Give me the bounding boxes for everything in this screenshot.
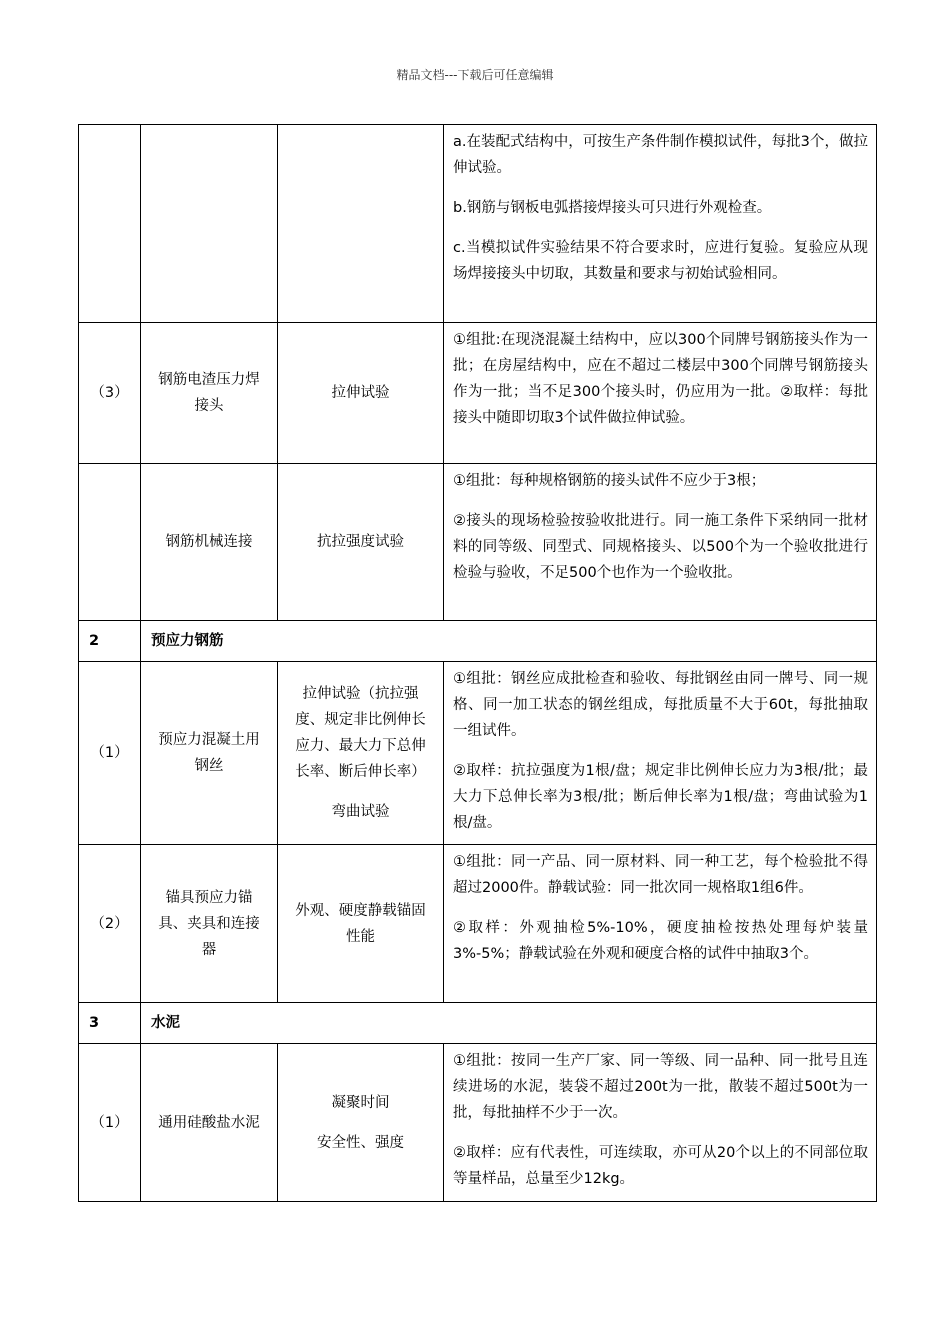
table-row	[79, 845, 877, 1003]
table-row	[79, 323, 877, 464]
requirement-cell	[444, 845, 877, 1003]
test-text: 安全性、强度	[317, 1134, 404, 1151]
item-name-cell: 预应力混凝土用钢丝	[141, 662, 278, 845]
test-cell: 抗拉强度试验	[278, 464, 444, 621]
requirement-cell	[444, 323, 877, 464]
row-number-cell	[79, 125, 141, 323]
requirement-text: ②接头的现场检验按验收批进行。同一施工条件下采纳同一批材料的同等级、同型式、同规格接头、以500个为一个验收批进行检验与验收，不足500个也作为一个验收批。	[453, 513, 868, 581]
requirement-text: ①组批：按同一生产厂家、同一等级、同一品种、同一批号且连续进场的水泥，装袋不超过200t为一批，散装不超过500t为一批，每批抽样不少于一次。	[453, 1053, 868, 1121]
test-cell	[278, 1044, 444, 1202]
test-text: 弯曲试验	[331, 804, 390, 820]
requirement-cell	[444, 464, 877, 621]
section-title: 水泥	[141, 1003, 877, 1044]
item-name-cell: 锚具预应力锚具、夹具和连接器	[141, 845, 278, 1003]
table-row	[79, 125, 877, 323]
test-cell	[278, 662, 444, 845]
row-number-cell: （2）	[79, 845, 141, 1003]
requirement-cell	[444, 1044, 877, 1202]
table-row	[79, 662, 877, 845]
row-number-cell: （1）	[79, 1044, 141, 1202]
item-name-cell	[141, 125, 278, 323]
requirement-text: ②取样：应有代表性，可连续取，亦可从20个以上的不同部位取等量样品，总量至少12kg。	[453, 1145, 868, 1187]
requirement-text: ①组批：钢丝应成批检查和验收、每批钢丝由同一牌号、同一规格、同一加工状态的钢丝组成，每批质量不大于60t，每批抽取一组试件。	[453, 671, 868, 739]
section-row	[79, 1003, 877, 1044]
table-row	[79, 464, 877, 621]
requirement-cell	[444, 662, 877, 845]
requirement-text: ②取样：外观抽检5%-10%，硬度抽检按热处理每炉装量3%-5%；静载试验在外观和硬度合格的试件中抽取3个。	[453, 920, 868, 962]
row-number-cell: （1）	[79, 662, 141, 845]
section-title: 预应力钢筋	[141, 621, 877, 662]
requirement-text: ②取样：抗拉强度为1根/盘；规定非比例伸长应力为3根/批；最大力下总伸长率为3根/批；断后伸长率为1根/盘；弯曲试验为1根/盘。	[453, 763, 868, 831]
section-row	[79, 621, 877, 662]
requirement-text: ①组批：每种规格钢筋的接头试件不应少于3根；	[453, 473, 766, 489]
test-cell: 外观、硬度静载锚固性能	[278, 845, 444, 1003]
page-header: 精品文档---下载后可任意编辑	[396, 68, 554, 82]
table-row	[79, 1044, 877, 1202]
section-number: 3	[79, 1003, 141, 1044]
requirement-text: ①组批:在现浇混凝土结构中，应以300个同牌号钢筋接头作为一批；在房屋结构中，应在不超过二楼层中300个同牌号钢筋接头作为一批；当不足300个接头时，仍应用为一批。②取样：每批接头中随即切取3个试件做拉伸试验。	[453, 332, 868, 426]
spec-table	[78, 124, 877, 1202]
requirement-text: b.钢筋与钢板电弧搭接焊接头可只进行外观检查。	[453, 200, 772, 216]
item-name-cell: 钢筋机械连接	[141, 464, 278, 621]
test-cell	[278, 125, 444, 323]
item-name-cell: 钢筋电渣压力焊接头	[141, 323, 278, 464]
requirement-text: c.当模拟试件实验结果不符合要求时，应进行复验。复验应从现场焊接接头中切取，其数量和要求与初始试验相同。	[453, 240, 868, 282]
test-cell: 拉伸试验	[278, 323, 444, 464]
item-name-cell: 通用硅酸盐水泥	[141, 1044, 278, 1202]
requirement-text: ①组批：同一产品、同一原材料、同一种工艺，每个检验批不得超过2000件。静载试验：同一批次同一规格取1组6件。	[453, 854, 868, 896]
test-text: 拉伸试验（抗拉强度、规定非比例伸长应力、最大力下总伸长率、断后伸长率）	[295, 686, 426, 780]
section-number: 2	[79, 621, 141, 662]
requirement-text: a.在装配式结构中，可按生产条件制作模拟试件，每批3个，做拉伸试验。	[453, 134, 868, 176]
requirement-cell	[444, 125, 877, 323]
row-number-cell	[79, 464, 141, 621]
test-text: 凝聚时间	[331, 1094, 390, 1111]
row-number-cell: （3）	[79, 323, 141, 464]
